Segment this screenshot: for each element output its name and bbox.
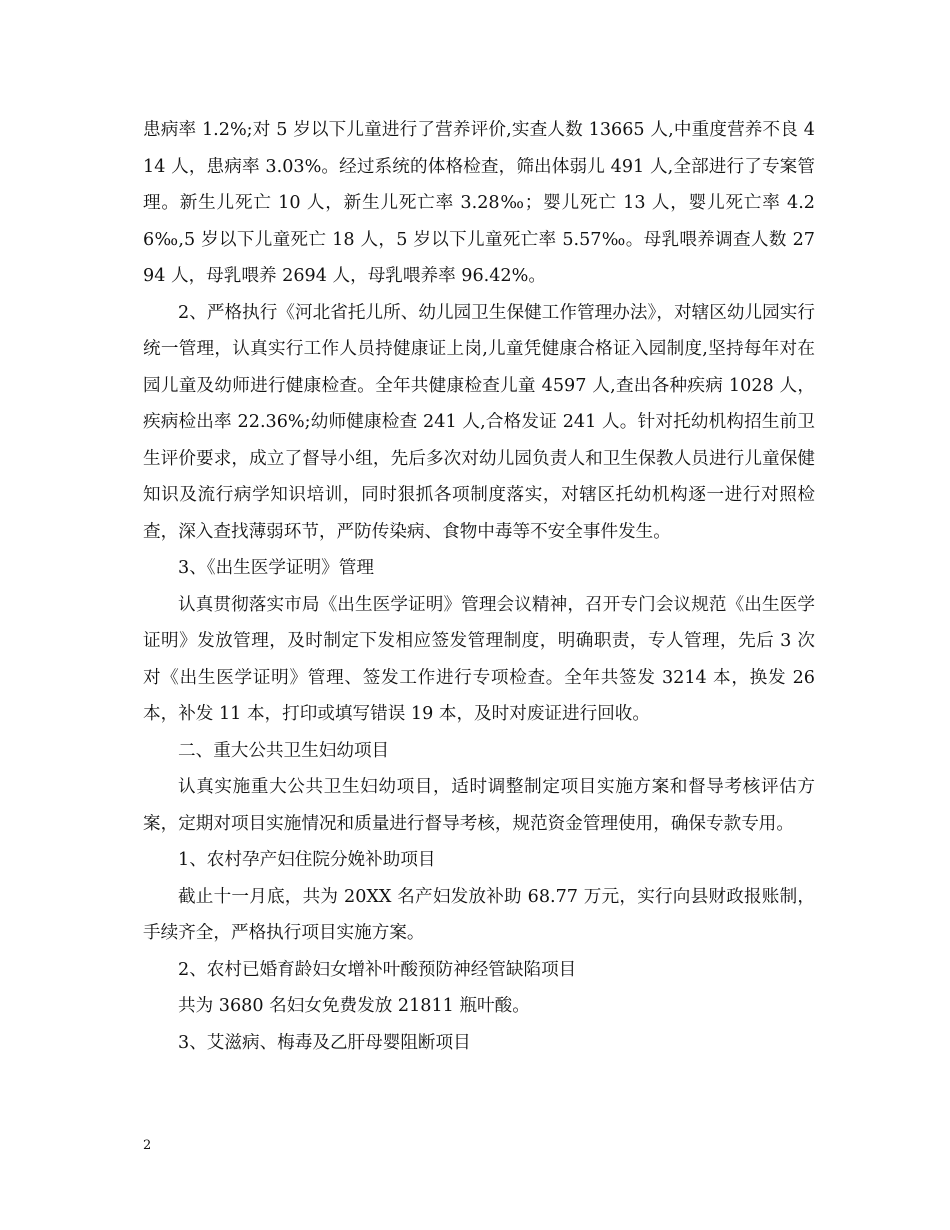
paragraph: 2、严格执行《河北省托儿所、幼儿园卫生保健工作管理办法》，对辖区幼儿园实行统一管理，认真实行工作人员持健康证上岗,儿童凭健康合格证入园制度,坚持每年对在园儿童及幼师进行健康检查。全年共健康检查儿童 4597 人,查出各种疾病 1028 人，疾病检出率 22.36%;幼师健康检查 241 人,合格发证 241 人。针对托幼机构招生前卫生评价要求，成立了督导小组，先后多次对幼儿园负责人和卫生保教人员进行儿童保健知识及流行病学知识培训，同时狠抓各项制度落实，对辖区托幼机构逐一进行对照检查，深入查找薄弱环节，严防传染病、食物中毒等不安全事件发生。 <box>143 302 815 542</box>
paragraph: 共为 3680 名妇女免费发放 21811 瓶叶酸。 <box>178 996 530 1016</box>
section-heading: 3、艾滋病、梅毒及乙肝母婴阻断项目 <box>178 1032 471 1053</box>
section-heading: 1、农村孕产妇住院分娩补助项目 <box>178 850 436 870</box>
page-number: 2 <box>143 1138 152 1153</box>
paragraph: 认真贯彻落实市局《出生医学证明》管理会议精神，召开专门会议规范《出生医学证明》发放管理，及时制定下发相应签发管理制度，明确职责，专人管理，先后 3 次对《出生医学证明》管理、签发工作进行专项检查。全年共签发 3214 本，换发 26 本，补发 11 本，打印或填写错误 19 本，及时对废证进行回收。 <box>143 594 815 724</box>
section-heading: 2、农村已婚育龄妇女增补叶酸预防神经管缺陷项目 <box>178 959 577 980</box>
paragraph: 认真实施重大公共卫生妇幼项目，适时调整制定项目实施方案和督导考核评估方案，定期对项目实施情况和质量进行督导考核，规范资金管理使用，确保专款专用。 <box>143 777 815 834</box>
section-heading: 二、重大公共卫生妇幼项目 <box>178 740 390 761</box>
section-heading: 3、《出生医学证明》管理 <box>178 558 374 578</box>
paragraph: 患病率 1.2%;对 5 岁以下儿童进行了营养评价,实查人数 13665 人,中重度营养不良 414 人，患病率 3.03%。经过系统的体格检查，筛出体弱儿 491 人,全部进行了专案管理。新生儿死亡 10 人，新生儿死亡率 3.28‰；婴儿死亡 13 人，婴儿死亡率 4.26‰,5 岁以下儿童死亡 18 人，5 岁以下儿童死亡率 5.57‰。母乳喂养调查人数 2794 人，母乳喂养 2694 人，母乳喂养率 96.42%。 <box>143 120 815 286</box>
document-body <box>143 112 815 1061</box>
paragraph: 截止十一月底，共为 20XX 名产妇发放补助 68.77 万元，实行向县财政报账制，手续齐全，严格执行项目实施方案。 <box>143 886 815 943</box>
